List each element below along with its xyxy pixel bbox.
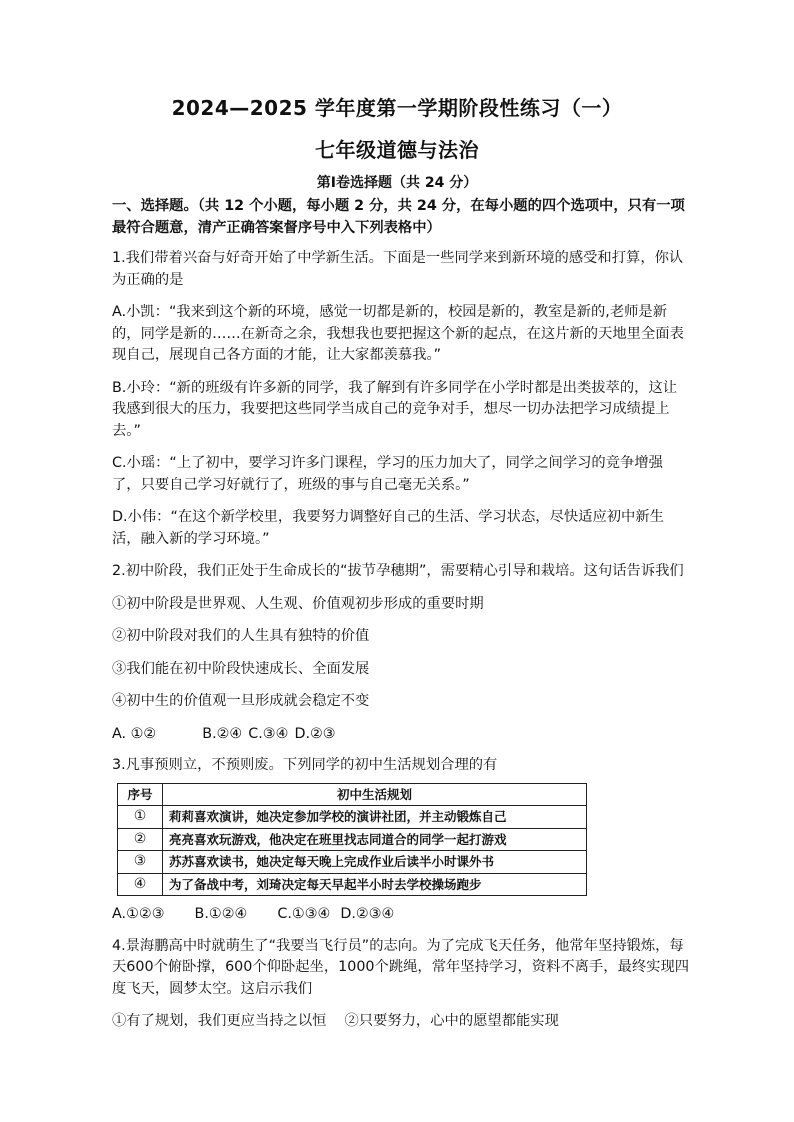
question-2-item-2: ②初中阶段对我们的人生具有独特的价值 bbox=[112, 628, 370, 644]
part-title: 第Ⅰ卷选择题（共 24 分） bbox=[316, 175, 478, 191]
question-2-answer-b: B.②④ bbox=[202, 725, 243, 742]
exam-title: 2024—2025 学年度第一学期阶段性练习（一） bbox=[171, 96, 623, 120]
question-1-stem: 1.我们带着兴奋与好奇开始了中学新生活。下面是一些同学来到新环境的感受和打算，你认为正确的是 bbox=[112, 250, 684, 288]
question-4-items bbox=[112, 1011, 690, 1033]
table-row bbox=[118, 806, 587, 829]
question-2-item-3: ③我们能在初中阶段快速成长、全面发展 bbox=[112, 660, 370, 677]
table-cell-number: ① bbox=[118, 806, 163, 829]
question-1-option-d: D.小伟：“在这个新学校里，我要努力调整好自己的生活、学习状态，尽快适应初中新生活，融入新的学习环境。” bbox=[112, 509, 664, 547]
plan-table bbox=[117, 783, 587, 897]
section-heading: 一、选择题。（共 12 个小题，每小题 2 分，共 24 分，在每小题的四个选项中，只有一项最符合题意，清产正确答案督序号中入下列表格中） bbox=[112, 198, 685, 236]
table-header-row bbox=[118, 783, 587, 806]
table-header-plan: 初中生活规划 bbox=[163, 783, 587, 806]
question-2-answer-d: D.②③ bbox=[294, 725, 336, 742]
question-2-answers bbox=[112, 724, 690, 746]
question-3-answer-b: B.①②④ bbox=[194, 906, 248, 922]
question-1-option-a: A.小凯：“我来到这个新的环境，感觉一切都是新的，校园是新的，教室是新的,老师是新的，同学是新的……在新奇之余，我想我也要把握这个新的起点，在这片新的天地里全面表现自己，展现自己各方面的才能，让大家都羡慕我。” bbox=[112, 304, 684, 363]
question-3-answers bbox=[112, 904, 690, 926]
question-2-answer-c: C.③④ bbox=[248, 725, 289, 742]
question-3-stem: 3.凡事预则立，不预则废。下列同学的初中生活规划合理的有 bbox=[112, 757, 498, 773]
table-cell-plan: 莉莉喜欢演讲，她决定参加学校的演讲社团，并主动锻炼自己 bbox=[163, 806, 587, 829]
table-cell-plan: 亮亮喜欢玩游戏，他决定在班里找志同道合的同学一起打游戏 bbox=[163, 828, 587, 851]
question-2-item-1: ①初中阶段是世界观、人生观、价值观初步形成的重要时期 bbox=[112, 595, 484, 612]
table-cell-number: ② bbox=[118, 828, 163, 851]
table-cell-plan: 为了备战中考，刘琦决定每天早起半小时去学校操场跑步 bbox=[163, 873, 587, 896]
table-row bbox=[118, 851, 587, 874]
table-cell-plan: 苏苏喜欢读书，她决定每天晚上完成作业后读半小时课外书 bbox=[163, 851, 587, 874]
table-row bbox=[118, 828, 587, 851]
question-4-stem: 4.景海鹏高中时就萌生了“我要当飞行员”的志向。为了完成飞天任务，他常年坚持锻炼，每天600个俯卧撑，600个仰卧起坐，1000个跳绳，常年坚持学习，资料不离手，最终实现四度飞天，圆梦太空。这启示我们 bbox=[112, 937, 690, 997]
question-1-option-c: C.小瑶：“上了初中，要学习许多门课程，学习的压力加大了，同学之间学习的竞争增强了，只要自己学习好就行了，班级的事与自己毫无关系。” bbox=[112, 455, 663, 493]
table-cell-number: ③ bbox=[118, 851, 163, 874]
question-4-item-2: ②只要努力，心中的愿望都能实现 bbox=[344, 1013, 559, 1029]
table-cell-number: ④ bbox=[118, 873, 163, 896]
question-2-stem: 2.初中阶段，我们正处于生命成长的“拔节孕穗期”，需要精心引导和栽培。这句话告诉我们 bbox=[112, 563, 684, 579]
question-3-answer-c: C.①③④ bbox=[277, 906, 331, 922]
question-4-item-1: ①有了规划，我们更应当持之以恒 bbox=[112, 1013, 327, 1029]
question-3-answer-a: A.①②③ bbox=[112, 906, 165, 922]
subject-title: 七年级道德与法治 bbox=[315, 138, 479, 162]
question-1-option-b: B.小玲：“新的班级有许多新的同学，我了解到有许多同学在小学时都是出类拔萃的，这让我感到很大的压力，我要把这些同学当成自己的竞争对手，想尽一切办法把学习成绩提上去。” bbox=[112, 379, 678, 439]
question-content bbox=[112, 196, 690, 1033]
question-2-item-4: ④初中生的价值观一旦形成就会稳定不变 bbox=[112, 693, 370, 709]
table-row bbox=[118, 873, 587, 896]
question-3-answer-d: D.②③④ bbox=[340, 906, 395, 922]
table-header-number: 序号 bbox=[118, 783, 163, 806]
question-2-answer-a: A. ①② bbox=[112, 725, 157, 742]
